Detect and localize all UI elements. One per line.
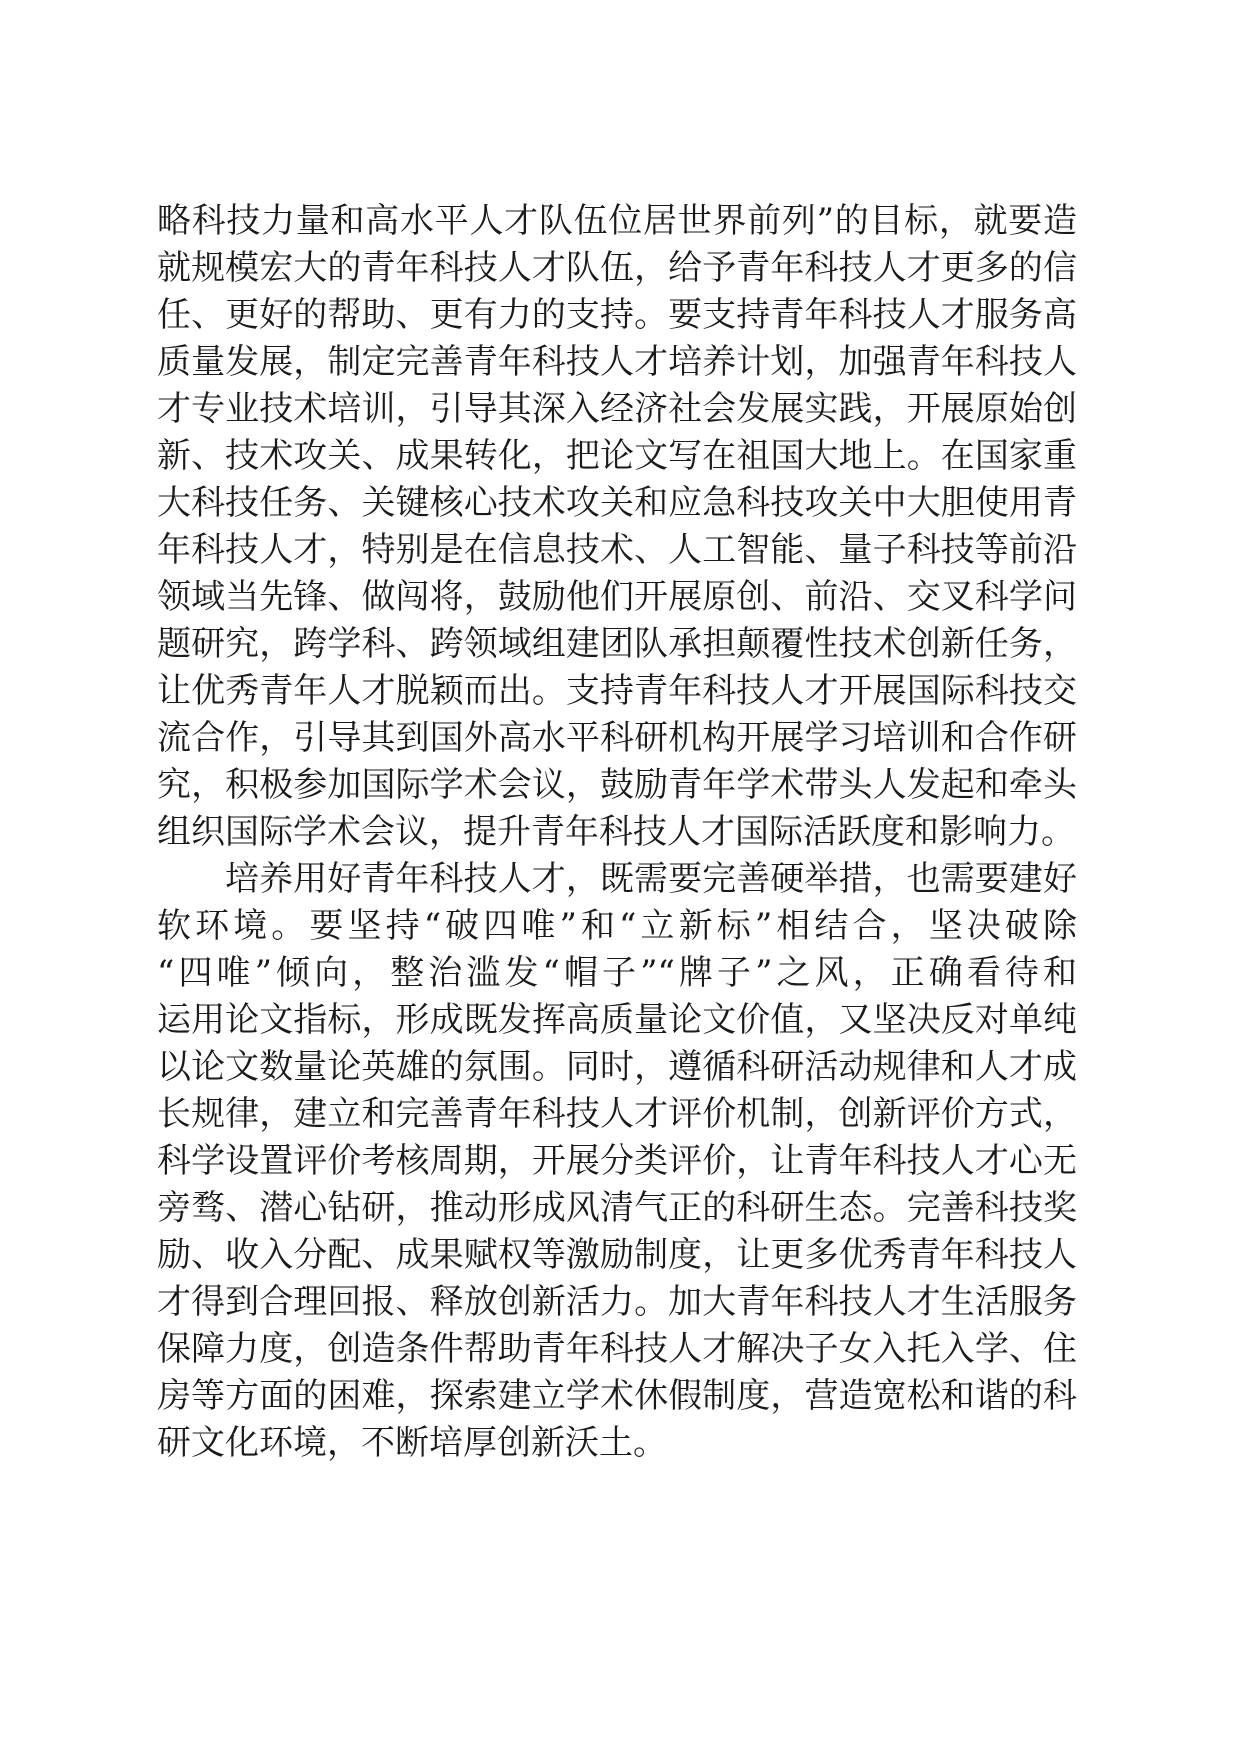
- text-line: 题研究，跨学科、跨领域组建团队承担颠覆性技术创新任务，: [157, 624, 1077, 664]
- text-line: 研文化环境，不断培厚创新沃土。: [157, 1423, 667, 1463]
- paragraph-1: [157, 198, 1077, 856]
- text-line: 以论文数量论英雄的氛围。同时，遵循科研活动规律和人才成: [157, 1047, 1077, 1087]
- text-line: 就规模宏大的青年科技人才队伍，给予青年科技人才更多的信: [157, 248, 1077, 288]
- text-line: 科学设置评价考核周期，开展分类评价，让青年科技人才心无: [157, 1141, 1077, 1181]
- text-line: 领域当先锋、做闯将，鼓励他们开展原创、前沿、交叉科学问: [157, 577, 1077, 617]
- text-line: 旁骛、潜心钻研，推动形成风清气正的科研生态。完善科技奖: [157, 1188, 1077, 1228]
- text-line: 才专业技术培训，引导其深入经济社会发展实践，开展原始创: [157, 389, 1077, 429]
- text-line: 软环境。要坚持“破四唯”和“立新标”相结合，坚决破除: [157, 906, 1077, 946]
- body-text: [157, 198, 1077, 1467]
- text-line: 任、更好的帮助、更有力的支持。要支持青年科技人才服务高: [157, 295, 1077, 335]
- text-line: 究，积极参加国际学术会议，鼓励青年学术带头人发起和牵头: [157, 765, 1077, 805]
- text-line: 房等方面的困难，探索建立学术休假制度，营造宽松和谐的科: [157, 1376, 1077, 1416]
- text-line: 组织国际学术会议，提升青年科技人才国际活跃度和影响力。: [157, 812, 1075, 852]
- text-line: 让优秀青年人才脱颖而出。支持青年科技人才开展国际科技交: [157, 671, 1077, 711]
- text-line: 保障力度，创造条件帮助青年科技人才解决子女入托入学、住: [157, 1329, 1077, 1369]
- text-line: 才得到合理回报、释放创新活力。加大青年科技人才生活服务: [157, 1282, 1077, 1322]
- text-line: “四唯”倾向，整治滥发“帽子”“牌子”之风，正确看待和: [157, 953, 1077, 993]
- text-line: 新、技术攻关、成果转化，把论文写在祖国大地上。在国家重: [157, 436, 1077, 476]
- paragraph-2: [157, 856, 1077, 1467]
- text-line: 年科技人才，特别是在信息技术、人工智能、量子科技等前沿: [157, 530, 1077, 570]
- text-line: 培养用好青年科技人才，既需要完善硬举措，也需要建好: [225, 859, 1077, 899]
- text-line: 励、收入分配、成果赋权等激励制度，让更多优秀青年科技人: [157, 1235, 1077, 1275]
- text-line: 大科技任务、关键核心技术攻关和应急科技攻关中大胆使用青: [157, 483, 1077, 523]
- text-line: 略科技力量和高水平人才队伍位居世界前列”的目标，就要造: [157, 201, 1077, 241]
- text-line: 质量发展，制定完善青年科技人才培养计划，加强青年科技人: [157, 342, 1077, 382]
- text-line: 长规律，建立和完善青年科技人才评价机制，创新评价方式，: [157, 1094, 1077, 1134]
- text-line: 运用论文指标，形成既发挥高质量论文价值，又坚决反对单纯: [157, 1000, 1077, 1040]
- text-line: 流合作，引导其到国外高水平科研机构开展学习培训和合作研: [157, 718, 1077, 758]
